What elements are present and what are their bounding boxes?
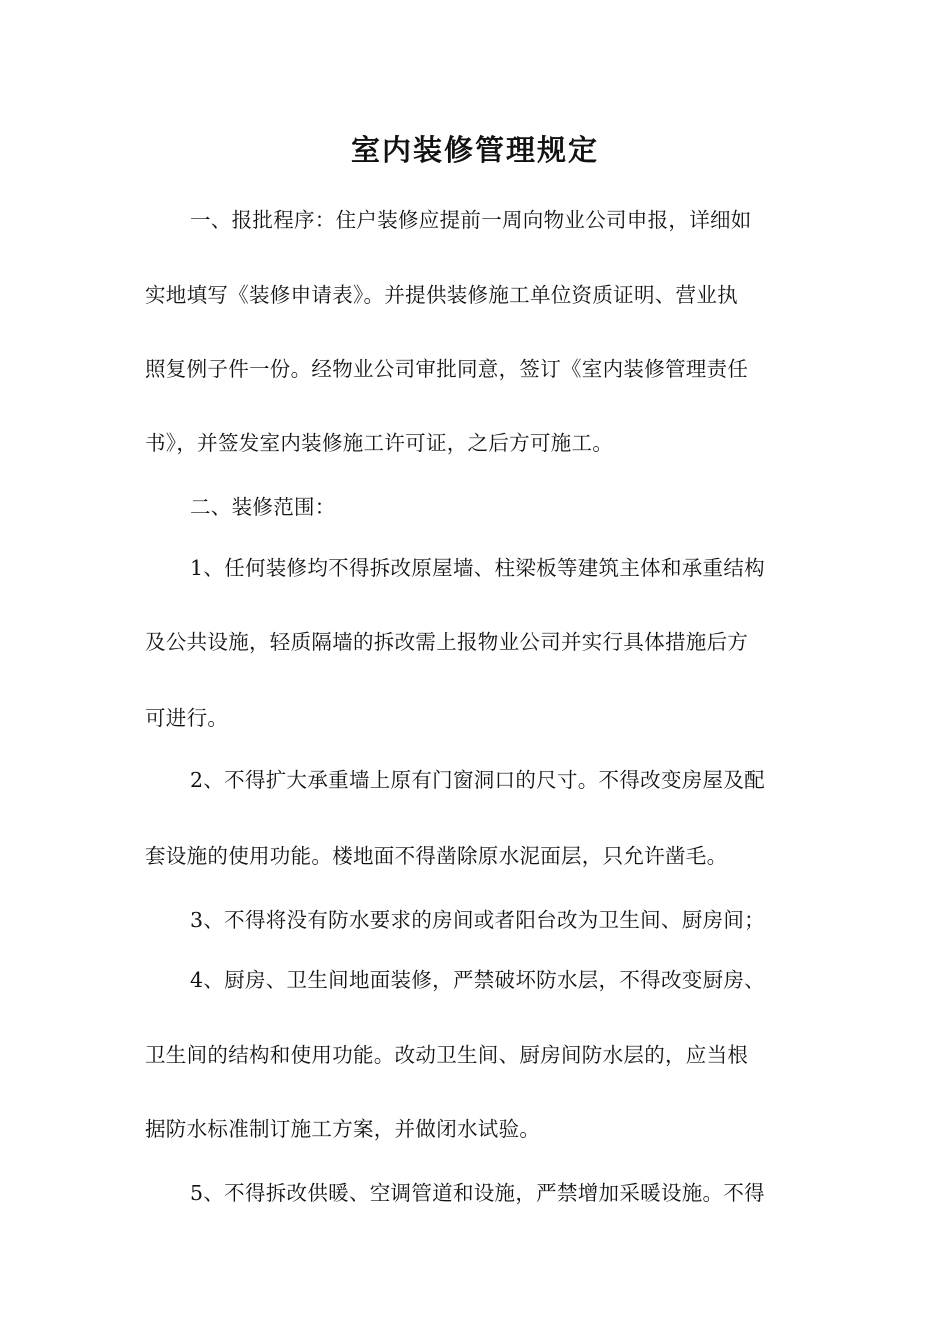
paragraph-line: 1、任何装修均不得拆改原屋墙、柱梁板等建筑主体和承重结构 (190, 556, 765, 580)
paragraph-line: 据防水标准制订施工方案，并做闭水试验。 (145, 1117, 541, 1141)
paragraph-line: 照复例子件一份。经物业公司审批同意，签订《室内装修管理责任 (145, 357, 749, 381)
paragraph-line: 套设施的使用功能。楼地面不得凿除原水泥面层，只允许凿毛。 (145, 844, 728, 868)
document-title: 室内装修管理规定 (350, 133, 599, 167)
paragraph-line: 3、不得将没有防水要求的房间或者阳台改为卫生间、厨房间； (190, 908, 765, 932)
section-heading: 二、装修范围： (190, 495, 336, 519)
paragraph-line: 5、不得拆改供暖、空调管道和设施，严禁增加采暖设施。不得 (190, 1181, 765, 1205)
paragraph-line: 可进行。 (145, 706, 229, 730)
paragraph-line: 实地填写《装修申请表》。并提供装修施工单位资质证明、营业执 (145, 283, 738, 307)
paragraph-line: 书》，并签发室内装修施工许可证，之后方可施工。 (145, 431, 614, 455)
paragraph-line: 及公共设施，轻质隔墙的拆改需上报物业公司并实行具体措施后方 (145, 630, 749, 654)
paragraph-line: 2、不得扩大承重墙上原有门窗洞口的尺寸。不得改变房屋及配 (190, 768, 765, 792)
paragraph-line: 4、厨房、卫生间地面装修，严禁破坏防水层，不得改变厨房、 (190, 968, 765, 992)
paragraph-line: 一、报批程序：住户装修应提前一周向物业公司申报，详细如 (190, 208, 752, 232)
paragraph-line: 卫生间的结构和使用功能。改动卫生间、厨房间防水层的，应当根 (145, 1043, 749, 1067)
